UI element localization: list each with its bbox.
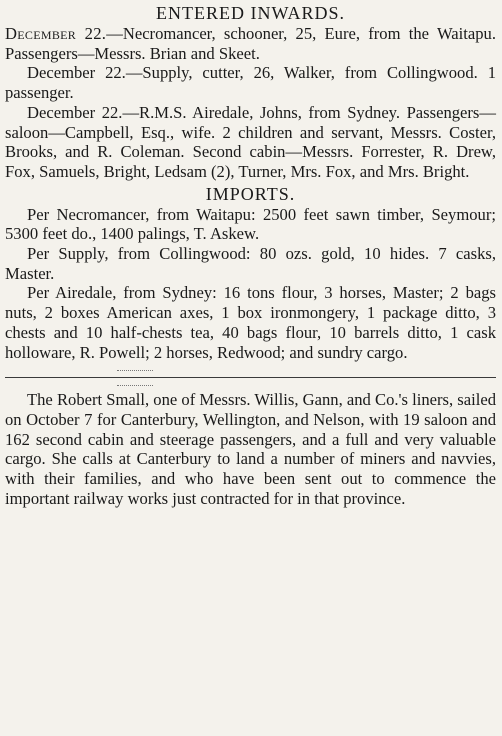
- imports-heading: IMPORTS.: [205, 183, 296, 204]
- import-entry: Per Supply, from Collingwood: 80 ozs. gold, 10 hides. 7 casks, Master.: [5, 244, 496, 283]
- divider-rule: [5, 377, 496, 378]
- entered-inwards-entry: December 22.—Supply, cutter, 26, Walker, from Collingwood. 1 passenger.: [5, 63, 496, 103]
- entered-inwards-section: [5, 2, 496, 182]
- news-paragraph: The Robert Small, one of Messrs. Willis, Gann, and Co.'s liners, sailed on October 7 for Canterbury, Wellington, and Nelson, with 19 saloon and 162 second cabin and steerage passengers, and a full and very valuable cargo. She calls at Canterbury to land a number of miners and navvies, with their families, and who have been sent out to commence the important railway works just contracted for in that province.: [5, 390, 496, 508]
- entry-text: —Necromancer, schooner, 25, Eure, from the Waitapu. Passengers—Messrs. Brian and Skeet.: [5, 24, 496, 63]
- news-section: [5, 390, 496, 508]
- imports-section: [5, 183, 496, 363]
- entry-date: December 22.: [5, 24, 107, 43]
- entered-inwards-entry: [5, 24, 496, 63]
- column-divider: [5, 362, 496, 390]
- import-entry: Per Necromancer, from Waitapu: 2500 feet sawn timber, Seymour; 5300 feet do., 1400 palings, T. Askew.: [5, 204, 496, 244]
- entered-inwards-entry: December 22.—R.M.S. Airedale, Johns, from Sydney. Passengers—saloon—Campbell, Esq., wife. 2 children and servant, Messrs. Coster, Brooks, and R. Coleman. Second cabin—Messrs. Forrester, R. Drew, Fox, Samuels, Bright, Ledsam (2), Turner, Mrs. Fox, and Mrs. Bright.: [5, 102, 496, 181]
- import-entry: Per Airedale, from Sydney: 16 tons flour, 3 horses, Master; 2 bags nuts, 2 boxes American axes, 1 box ironmongery, 1 package ditto, 3 chests and 10 half-chests tea, 40 bags flour, 10 barrels ditto, 1 cask holloware, R. Powell; 2 horses, Redwood; and sundry cargo.: [5, 283, 496, 362]
- entered-inwards-heading: ENTERED INWARDS.: [156, 3, 345, 23]
- divider-ornament: [117, 370, 153, 386]
